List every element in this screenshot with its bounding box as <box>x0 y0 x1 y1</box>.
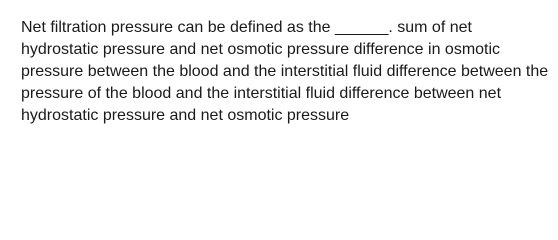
question-text: Net filtration pressure can be defined as the ______. sum of net hydrostatic pressure and net osmotic pressure difference in osmotic pressure between the blood and the interstitial fluid difference between the pressure of the blood and the interstitial fluid difference between net hydrostatic pressure and net osmotic pressure <box>21 19 549 124</box>
